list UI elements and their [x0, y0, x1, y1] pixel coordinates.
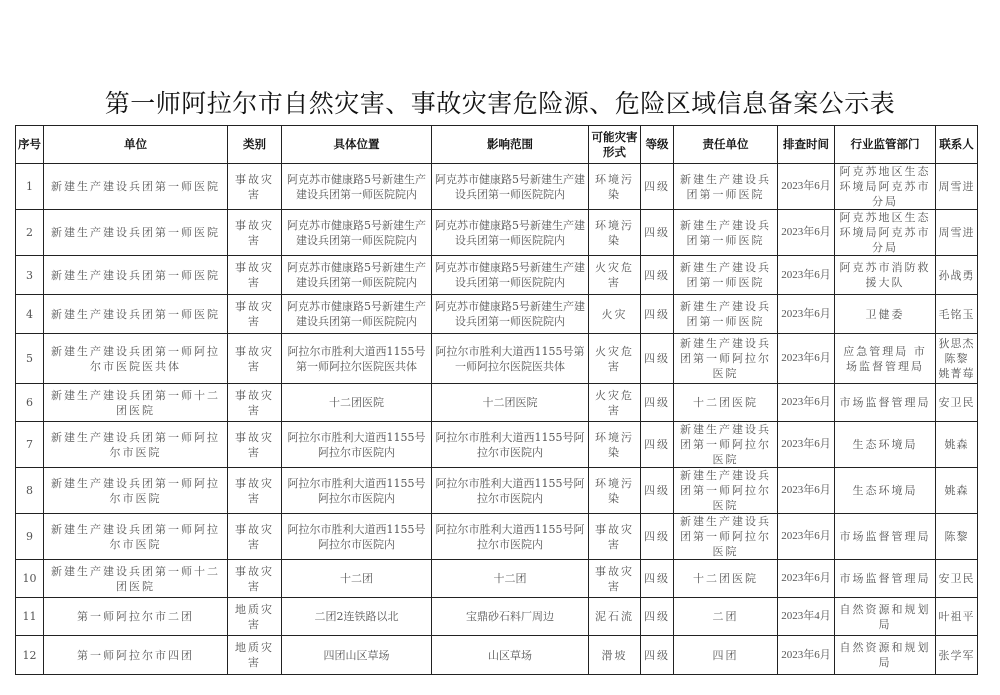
cell-level: 四级: [641, 256, 674, 295]
cell-level: 四级: [641, 598, 674, 636]
cell-category: 地质灾害: [228, 636, 282, 675]
cell-scope: 阿拉尔市胜利大道西1155号阿拉尔市医院内: [432, 514, 589, 560]
cell-time: 2023年6月: [778, 210, 835, 256]
table-row: [16, 468, 978, 514]
cell-time: 2023年6月: [778, 422, 835, 468]
table-row: [16, 164, 978, 210]
cell-contact: 陈黎: [936, 514, 978, 560]
cell-time: 2023年6月: [778, 636, 835, 675]
cell-location: 阿拉尔市胜利大道西1155号第一师阿拉尔医院医共体: [282, 334, 432, 384]
cell-unit: 新建生产建设兵团第一师阿拉尔市医院: [44, 468, 228, 514]
header-location: 具体位置: [282, 126, 432, 164]
header-regulator: 行业监管部门: [835, 126, 936, 164]
cell-contact: 孙战勇: [936, 256, 978, 295]
cell-form: 火灾危害: [589, 334, 641, 384]
cell-scope: 阿克苏市健康路5号新建生产建设兵团第一师医院院内: [432, 164, 589, 210]
cell-unit: 新建生产建设兵团第一师阿拉尔市医院医共体: [44, 334, 228, 384]
cell-location: 四团山区草场: [282, 636, 432, 675]
cell-unit: 新建生产建设兵团第一师阿拉尔市医院: [44, 422, 228, 468]
cell-no: 1: [16, 164, 44, 210]
cell-regulator: 阿克苏地区生态环境局阿克苏市分局: [835, 210, 936, 256]
cell-scope: 阿拉尔市胜利大道西1155号阿拉尔市医院内: [432, 468, 589, 514]
cell-location: 十二团医院: [282, 384, 432, 422]
table-row: [16, 256, 978, 295]
header-category: 类别: [228, 126, 282, 164]
cell-level: 四级: [641, 164, 674, 210]
cell-contact: 姚森: [936, 422, 978, 468]
cell-scope: 十二团: [432, 560, 589, 598]
cell-scope: 阿拉尔市胜利大道西1155号第一师阿拉尔医院医共体: [432, 334, 589, 384]
header-responsible: 责任单位: [674, 126, 778, 164]
cell-time: 2023年6月: [778, 468, 835, 514]
cell-time: 2023年6月: [778, 256, 835, 295]
cell-no: 4: [16, 295, 44, 334]
cell-location: 阿克苏市健康路5号新建生产建设兵团第一师医院院内: [282, 256, 432, 295]
cell-regulator: 市场监督管理局: [835, 560, 936, 598]
cell-scope: 阿克苏市健康路5号新建生产建设兵团第一师医院院内: [432, 210, 589, 256]
cell-location: 阿拉尔市胜利大道西1155号阿拉尔市医院内: [282, 468, 432, 514]
cell-regulator: 阿克苏地区生态环境局阿克苏市分局: [835, 164, 936, 210]
table-row: [16, 422, 978, 468]
cell-form: 环境污染: [589, 422, 641, 468]
table-row: [16, 334, 978, 384]
cell-time: 2023年6月: [778, 334, 835, 384]
cell-unit: 新建生产建设兵团第一师医院: [44, 256, 228, 295]
cell-form: 泥石流: [589, 598, 641, 636]
cell-no: 9: [16, 514, 44, 560]
cell-responsible: 新建生产建设兵团第一师阿拉尔医院: [674, 422, 778, 468]
cell-responsible: 新建生产建设兵团第一师医院: [674, 210, 778, 256]
cell-unit: 新建生产建设兵团第一师医院: [44, 210, 228, 256]
cell-unit: 新建生产建设兵团第一师医院: [44, 295, 228, 334]
cell-category: 事故灾害: [228, 210, 282, 256]
page-title: 第一师阿拉尔市自然灾害、事故灾害危险源、危险区域信息备案公示表: [104, 89, 896, 118]
cell-form: 火灾: [589, 295, 641, 334]
cell-no: 11: [16, 598, 44, 636]
cell-scope: 十二团医院: [432, 384, 589, 422]
cell-no: 12: [16, 636, 44, 675]
table-row: [16, 210, 978, 256]
cell-category: 事故灾害: [228, 384, 282, 422]
cell-scope: 阿克苏市健康路5号新建生产建设兵团第一师医院院内: [432, 256, 589, 295]
cell-no: 6: [16, 384, 44, 422]
cell-form: 滑坡: [589, 636, 641, 675]
cell-responsible: 新建生产建设兵团第一师阿拉尔医院: [674, 468, 778, 514]
cell-level: 四级: [641, 422, 674, 468]
cell-location: 二团2连铁路以北: [282, 598, 432, 636]
cell-category: 事故灾害: [228, 334, 282, 384]
table-row: [16, 384, 978, 422]
cell-form: 环境污染: [589, 468, 641, 514]
cell-no: 8: [16, 468, 44, 514]
cell-form: 环境污染: [589, 210, 641, 256]
table-row: [16, 560, 978, 598]
cell-contact: 安卫民: [936, 384, 978, 422]
header-contact: 联系人: [936, 126, 978, 164]
cell-category: 事故灾害: [228, 256, 282, 295]
cell-regulator: 生态环境局: [835, 468, 936, 514]
cell-responsible: 十二团医院: [674, 560, 778, 598]
cell-responsible: 四团: [674, 636, 778, 675]
cell-contact: 毛铭玉: [936, 295, 978, 334]
cell-contact: 狄思杰 陈黎 姚菁莓: [936, 334, 978, 384]
cell-no: 10: [16, 560, 44, 598]
cell-level: 四级: [641, 514, 674, 560]
cell-regulator: 市场监督管理局: [835, 384, 936, 422]
cell-unit: 第一师阿拉尔市二团: [44, 598, 228, 636]
cell-location: 阿克苏市健康路5号新建生产建设兵团第一师医院院内: [282, 164, 432, 210]
cell-level: 四级: [641, 334, 674, 384]
cell-time: 2023年6月: [778, 560, 835, 598]
cell-location: 十二团: [282, 560, 432, 598]
cell-location: 阿克苏市健康路5号新建生产建设兵团第一师医院院内: [282, 295, 432, 334]
cell-responsible: 新建生产建设兵团第一师医院: [674, 295, 778, 334]
cell-contact: 姚森: [936, 468, 978, 514]
cell-regulator: 生态环境局: [835, 422, 936, 468]
table-row: [16, 295, 978, 334]
table-row: [16, 514, 978, 560]
cell-level: 四级: [641, 468, 674, 514]
table-header-row: [16, 126, 978, 164]
cell-regulator: 应急管理局 市场监督管理局: [835, 334, 936, 384]
cell-location: 阿拉尔市胜利大道西1155号阿拉尔市医院内: [282, 514, 432, 560]
hazard-table: [15, 125, 978, 675]
cell-unit: 新建生产建设兵团第一师十二团医院: [44, 384, 228, 422]
cell-form: 火灾危害: [589, 384, 641, 422]
cell-unit: 第一师阿拉尔市四团: [44, 636, 228, 675]
cell-unit: 新建生产建设兵团第一师阿拉尔市医院: [44, 514, 228, 560]
header-form: 可能灾害形式: [589, 126, 641, 164]
cell-level: 四级: [641, 560, 674, 598]
cell-form: 火灾危害: [589, 256, 641, 295]
cell-level: 四级: [641, 636, 674, 675]
cell-responsible: 新建生产建设兵团第一师阿拉尔医院: [674, 514, 778, 560]
cell-time: 2023年6月: [778, 384, 835, 422]
cell-regulator: 自然资源和规划局: [835, 636, 936, 675]
cell-no: 5: [16, 334, 44, 384]
cell-contact: 叶祖平: [936, 598, 978, 636]
cell-responsible: 十二团医院: [674, 384, 778, 422]
cell-scope: 阿克苏市健康路5号新建生产建设兵团第一师医院院内: [432, 295, 589, 334]
cell-level: 四级: [641, 210, 674, 256]
cell-no: 7: [16, 422, 44, 468]
cell-no: 2: [16, 210, 44, 256]
cell-contact: 周雪进: [936, 164, 978, 210]
cell-responsible: 新建生产建设兵团第一师医院: [674, 164, 778, 210]
cell-category: 事故灾害: [228, 164, 282, 210]
cell-time: 2023年6月: [778, 514, 835, 560]
header-level: 等级: [641, 126, 674, 164]
cell-location: 阿克苏市健康路5号新建生产建设兵团第一师医院院内: [282, 210, 432, 256]
cell-level: 四级: [641, 384, 674, 422]
cell-contact: 安卫民: [936, 560, 978, 598]
cell-category: 事故灾害: [228, 422, 282, 468]
cell-scope: 山区草场: [432, 636, 589, 675]
cell-time: 2023年6月: [778, 164, 835, 210]
cell-regulator: 卫健委: [835, 295, 936, 334]
cell-category: 地质灾害: [228, 598, 282, 636]
cell-unit: 新建生产建设兵团第一师十二团医院: [44, 560, 228, 598]
cell-category: 事故灾害: [228, 295, 282, 334]
cell-form: 事故灾害: [589, 560, 641, 598]
cell-location: 阿拉尔市胜利大道西1155号阿拉尔市医院内: [282, 422, 432, 468]
cell-regulator: 自然资源和规划局: [835, 598, 936, 636]
cell-scope: 宝鼎砂石料厂周边: [432, 598, 589, 636]
header-scope: 影响范围: [432, 126, 589, 164]
table-row: [16, 598, 978, 636]
cell-regulator: 阿克苏市消防救援大队: [835, 256, 936, 295]
cell-no: 3: [16, 256, 44, 295]
cell-time: 2023年6月: [778, 295, 835, 334]
table-row: [16, 636, 978, 675]
cell-contact: 周雪进: [936, 210, 978, 256]
cell-scope: 阿拉尔市胜利大道西1155号阿拉尔市医院内: [432, 422, 589, 468]
cell-contact: 张学军: [936, 636, 978, 675]
cell-category: 事故灾害: [228, 514, 282, 560]
cell-category: 事故灾害: [228, 468, 282, 514]
cell-form: 环境污染: [589, 164, 641, 210]
cell-level: 四级: [641, 295, 674, 334]
cell-responsible: 新建生产建设兵团第一师阿拉尔医院: [674, 334, 778, 384]
cell-regulator: 市场监督管理局: [835, 514, 936, 560]
cell-form: 事故灾害: [589, 514, 641, 560]
header-unit: 单位: [44, 126, 228, 164]
cell-time: 2023年4月: [778, 598, 835, 636]
cell-responsible: 二团: [674, 598, 778, 636]
header-no: 序号: [16, 126, 44, 164]
cell-unit: 新建生产建设兵团第一师医院: [44, 164, 228, 210]
cell-responsible: 新建生产建设兵团第一师医院: [674, 256, 778, 295]
cell-category: 事故灾害: [228, 560, 282, 598]
header-time: 排查时间: [778, 126, 835, 164]
